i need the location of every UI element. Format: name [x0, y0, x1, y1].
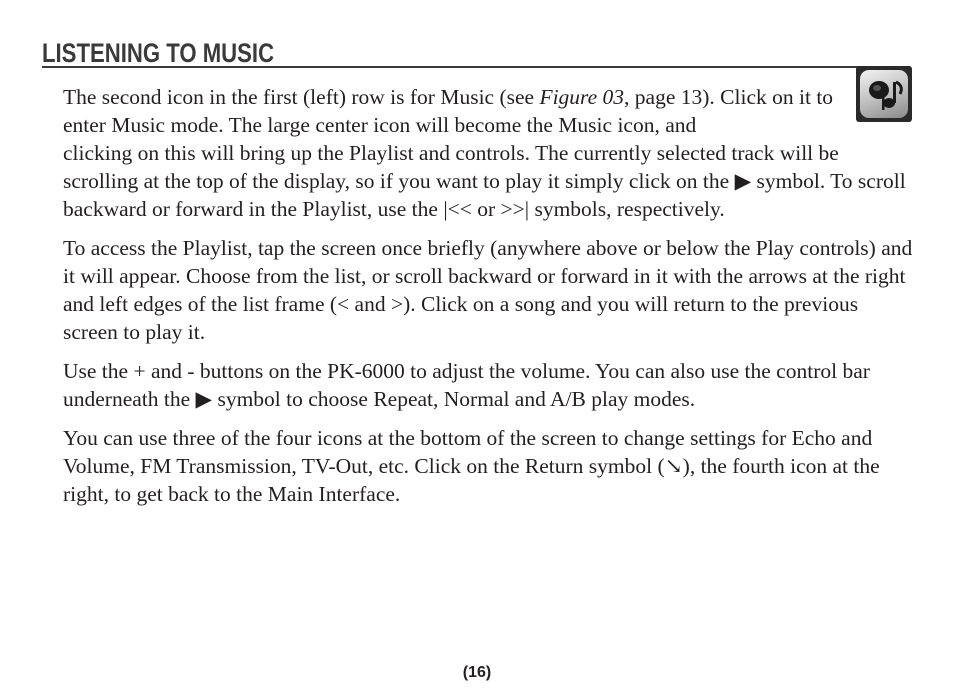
- paragraph-4: You can use three of the four icons at the bottom of the screen to change settings for Echo and Volume, FM Transmission, TV-Out, etc. Click on the Return symbol (↘), the fourth icon at the right, to get back to the Main Interface.: [63, 426, 880, 506]
- body-text: [63, 83, 913, 519]
- return-symbol: ↘: [664, 454, 683, 478]
- heading-rule: [42, 66, 910, 68]
- play-symbol: ▶: [195, 387, 213, 411]
- paragraph-2: To access the Playlist, tap the screen once briefly (anywhere above or below the Play controls) and it will appear. Choose from the list, or scroll backward or forward in it with the arrows at the right and left edges of the list frame (< and >). Click on a song and you will return to the previous screen to play it.: [63, 236, 913, 344]
- play-symbol: ▶: [734, 169, 752, 193]
- page-number: (16): [462, 664, 492, 681]
- paragraph-3: Use the + and - buttons on the PK-6000 to adjust the volume. You can also use the control bar underneath the ▶ symbol to choose Repeat, Normal and A/B play modes.: [63, 359, 870, 411]
- section-heading: LISTENING TO MUSIC: [42, 38, 275, 68]
- paragraph-1: The second icon in the first (left) row is for Music (see Figure 03, page 13). Click on it to enter Music mode. The large center icon will become the Music icon, and clicking on this will bring up the Playlist and controls. The currently selected track will be scrolling at the top of the display, so if you want to play it simply click on the ▶ symbol. To scroll backward or forward in the Playlist, use the |<< or >>| symbols, respectively.: [63, 85, 906, 221]
- figure-reference: Figure 03: [539, 85, 625, 109]
